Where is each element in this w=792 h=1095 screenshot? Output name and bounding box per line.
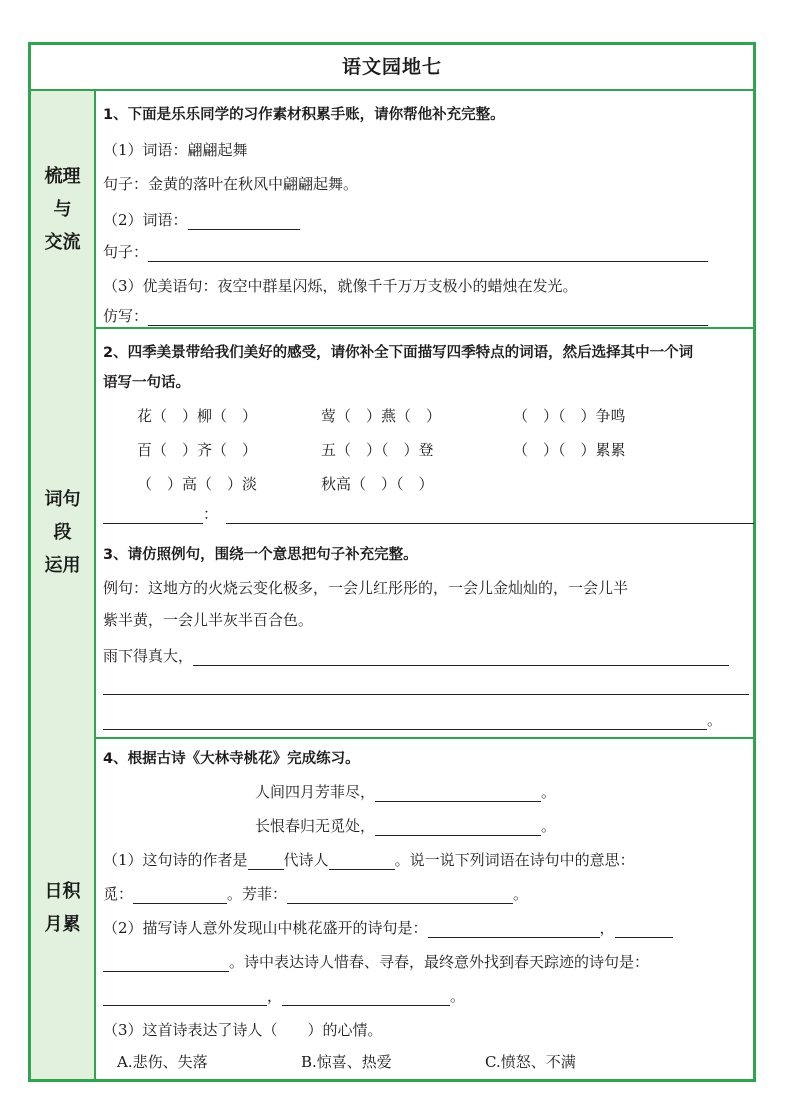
answer-blank[interactable] (103, 678, 749, 695)
question-1-heading: 1、下面是乐乐同学的习作素材积累手账，请你帮他补充完整。 (103, 107, 505, 123)
q3-prompt: 雨下得真大， (103, 647, 194, 665)
q1-item2-sentence-row (103, 241, 708, 262)
poem-line-2 (255, 815, 556, 836)
answer-blank[interactable] (193, 649, 729, 666)
sub1-text: （1）这句诗的作者是 (103, 851, 248, 869)
q1-item2-sentence: 句子： (103, 243, 149, 261)
colon: ： (203, 505, 219, 523)
sub2-text: （2）描写诗人意外发现山中桃花盛开的诗句是： (103, 919, 428, 937)
verse-blank[interactable] (103, 989, 267, 1006)
idiom-item: 百（ ）齐（ ） (137, 441, 258, 459)
q3-example-l1: 例句：这地方的火烧云变化极多，一会儿红彤彤的，一会儿金灿灿的，一会儿半 (103, 579, 629, 597)
poem-blank[interactable] (375, 819, 541, 836)
q1-item1-sentence: 句子：金黄的落叶在秋风中翩翩起舞。 (103, 175, 359, 193)
sub2-text: 。诗中表达诗人惜春、寻春，最终意外找到春天踪迹的诗句是： (229, 953, 650, 971)
fangfei-blank[interactable] (287, 887, 513, 904)
sentence-blank[interactable] (148, 245, 708, 262)
end-mark: 。 (707, 711, 723, 729)
period: 。 (450, 987, 466, 1005)
q3-answer-line-2 (103, 677, 749, 695)
section-label (31, 91, 96, 327)
comma: ， (267, 987, 283, 1005)
q4-sub2-row-2 (103, 951, 649, 972)
period: 。 (541, 783, 557, 801)
q1-item1-word: （1）词语：翩翩起舞 (103, 141, 248, 159)
label-line: 与 (53, 198, 72, 220)
section-review (31, 91, 753, 329)
poem-blank[interactable] (375, 785, 541, 802)
label-line: 运用 (44, 554, 81, 576)
section-label (31, 327, 96, 737)
question-2-heading-l1: 2、四季美景带给我们美好的感受，请你补全下面描写四季特点的词语，然后选择其中一个词 (103, 345, 694, 361)
question-4-heading: 4、根据古诗《大林寺桃花》完成练习。 (103, 751, 360, 767)
idiom-item: 花（ ）柳（ ） (137, 407, 258, 425)
word-blank[interactable] (188, 213, 300, 230)
label-line: 梳理 (44, 165, 81, 187)
mi-blank[interactable] (133, 887, 227, 904)
sentence-blank[interactable] (226, 507, 754, 524)
q4-options (117, 1051, 576, 1072)
verse-blank[interactable] (282, 989, 450, 1006)
mi-label: 觅： (103, 885, 134, 903)
q1-item2-row (103, 209, 300, 230)
label-line: 词句 (44, 488, 81, 510)
section-usage (31, 327, 753, 739)
q4-sub3: （3）这首诗表达了诗人（ ）的心情。 (103, 1021, 383, 1039)
q3-answer-line-3 (103, 709, 722, 730)
section-content (97, 327, 753, 737)
fangfei-label: 。芳菲： (227, 885, 288, 903)
option-c[interactable]: C.愤怒、不满 (485, 1053, 576, 1071)
idiom-item: 秋高（ ）（ ） (321, 475, 434, 493)
q4-sub2-row-3 (103, 985, 465, 1006)
label-line: 交流 (44, 231, 81, 253)
q3-example-l2: 紫半黄，一会儿半灰半百合色。 (103, 611, 314, 629)
section-content (97, 91, 753, 327)
q2-word-row-2 (137, 439, 626, 460)
dynasty-blank[interactable] (248, 853, 284, 870)
verse-blank[interactable] (615, 921, 673, 938)
question-2-heading-l2: 语写一句话。 (103, 375, 190, 391)
period: 。 (513, 885, 529, 903)
question-3-heading: 3、请仿照例句，围绕一个意思把句子补充完整。 (103, 547, 418, 563)
verse-blank[interactable] (103, 955, 229, 972)
q1-item3-imitate-row (103, 305, 708, 326)
option-b[interactable]: B.惊喜、热爱 (301, 1053, 392, 1071)
comma: ， (599, 919, 615, 937)
idiom-item: 五（ ）（ ）登 (321, 441, 434, 459)
label-line: 段 (53, 521, 72, 543)
sub1-text: 。说一说下列词语在诗句中的意思： (394, 851, 635, 869)
sub1-text: 代诗人 (283, 851, 329, 869)
idiom-item: 莺（ ）燕（ ） (321, 407, 442, 425)
section-content (97, 737, 753, 1079)
label-line: 月累 (44, 914, 81, 935)
poet-blank[interactable] (329, 853, 395, 870)
imitate-blank[interactable] (148, 309, 708, 326)
verse-blank[interactable] (428, 921, 600, 938)
chosen-word-blank[interactable] (103, 507, 203, 524)
worksheet-frame (28, 42, 756, 1082)
q4-sub1-row (103, 849, 635, 870)
idiom-item: （ ）（ ）争鸣 (513, 407, 626, 425)
q4-sub2-row (103, 917, 673, 938)
poem-text: 长恨春归无觅处， (255, 817, 376, 835)
poem-line-1 (255, 781, 556, 802)
idiom-item: （ ）高（ ）淡 (137, 475, 258, 493)
q1-item3-sentence: （3）优美语句：夜空中群星闪烁，就像千千万万支极小的蜡烛在发光。 (103, 277, 578, 295)
poem-text: 人间四月芳菲尽， (255, 783, 376, 801)
answer-blank[interactable] (103, 713, 707, 730)
section-label (31, 737, 96, 1079)
section-accumulation (31, 737, 753, 1079)
idiom-item: （ ）（ ）累累 (513, 441, 626, 459)
q1-item2-word: （2）词语： (103, 211, 188, 229)
q4-meaning-row (103, 883, 528, 904)
q2-word-row-1 (137, 405, 626, 426)
period: 。 (541, 817, 557, 835)
q2-answer-row (103, 503, 754, 524)
label-line: 日积 (44, 881, 81, 902)
page-title: 语文园地七 (31, 45, 753, 91)
q1-item3-imitate: 仿写： (103, 307, 149, 325)
q3-prompt-row (103, 645, 729, 666)
option-a[interactable]: A.悲伤、失落 (117, 1053, 208, 1071)
q2-word-row-3 (137, 473, 434, 494)
